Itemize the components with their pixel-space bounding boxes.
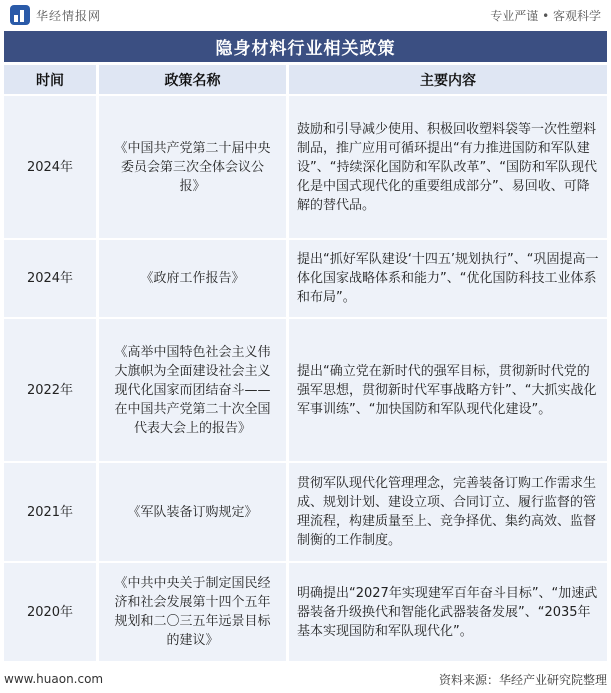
row-policy-name: 《政府工作报告》 <box>96 240 286 317</box>
table-row <box>4 463 607 561</box>
table-title: 隐身材料行业相关政策 <box>4 31 607 62</box>
footer-url: www.huaon.com <box>4 672 104 686</box>
brand <box>10 5 101 25</box>
footer <box>4 668 607 690</box>
table-row <box>4 319 607 461</box>
policy-table <box>4 63 607 663</box>
row-policy-name: 《中国共产党第二十届中央委员会第三次全体会议公报》 <box>96 96 286 238</box>
row-policy-name: 《高举中国特色社会主义伟大旗帜为全面建设社会主义现代化国家而团结奋斗——在中国共产党第二十次全国代表大会上的报告》 <box>96 319 286 461</box>
table-row <box>4 240 607 317</box>
row-year: 2022年 <box>4 319 96 461</box>
column-header-time: 时间 <box>4 65 96 94</box>
row-year: 2024年 <box>4 240 96 317</box>
table-row <box>4 563 607 661</box>
row-content: 明确提出“2027年实现建军百年奋斗目标”、“加速武器装备升级换代和智能化武器装备发展”、“2035年基本实现国防和军队现代化”。 <box>286 563 607 661</box>
column-header-content: 主要内容 <box>286 65 607 94</box>
table-row <box>4 96 607 238</box>
brand-logo-icon <box>10 5 30 25</box>
table-header-row <box>4 65 607 94</box>
row-content: 提出“确立党在新时代的强军目标，贯彻新时代党的强军思想，贯彻新时代军事战略方针”、“大抓实战化军事训练”、“加快国防和军队现代化建设”。 <box>286 319 607 461</box>
row-content: 提出“抓好军队建设‘十四五’规划执行”、“巩固提高一体化国家战略体系和能力”、“优化国防科技工业体系和布局”。 <box>286 240 607 317</box>
row-content: 贯彻军队现代化管理理念，完善装备订购工作需求生成、规划计划、建设立项、合同订立、履行监督的管理流程，构建质量至上、竞争择优、集约高效、监督制衡的工作制度。 <box>286 463 607 561</box>
row-content: 鼓励和引导减少使用、积极回收塑料袋等一次性塑料制品，推广应用可循环提出“有力推进国防和军队建设”、“持续深化国防和军队改革”、“国防和军队现代化是中国式现代化的重要组成部分”、易回收、可降解的替代品。 <box>286 96 607 238</box>
column-header-policy-name: 政策名称 <box>96 65 286 94</box>
top-bar <box>0 0 611 30</box>
row-year: 2024年 <box>4 96 96 238</box>
row-year: 2020年 <box>4 563 96 661</box>
slogan: 专业严谨 • 客观科学 <box>490 8 601 23</box>
brand-name: 华经情报网 <box>36 8 102 23</box>
row-policy-name: 《中共中央关于制定国民经济和社会发展第十四个五年规划和二〇三五年远景目标的建议》 <box>96 563 286 661</box>
row-year: 2021年 <box>4 463 96 561</box>
row-policy-name: 《军队装备订购规定》 <box>96 463 286 561</box>
footer-source: 资料来源：华经产业研究院整理 <box>438 672 607 687</box>
